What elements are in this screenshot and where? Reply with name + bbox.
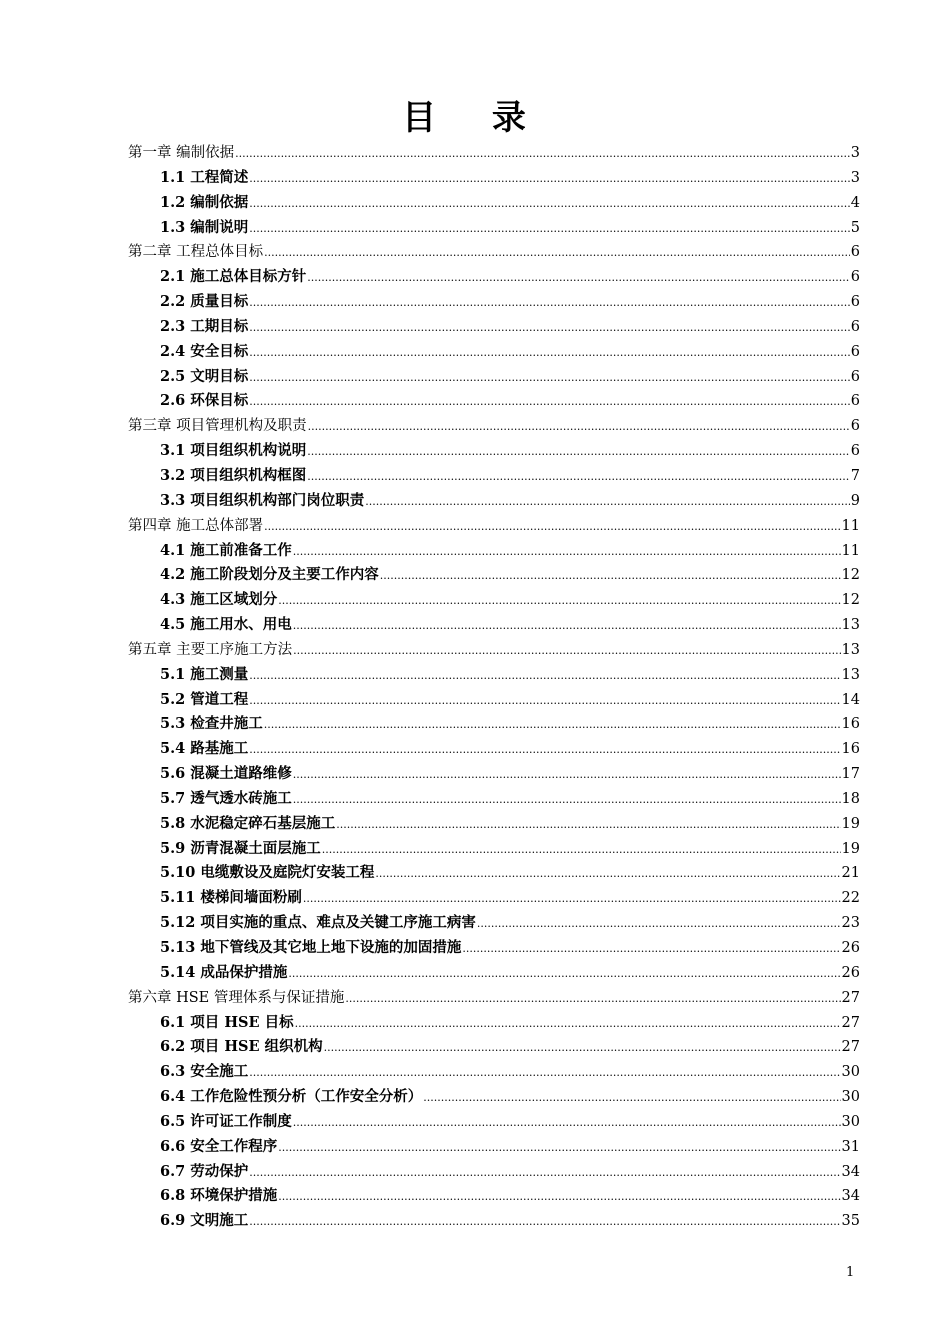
toc-section-link[interactable] (128, 712, 860, 737)
toc-dot-leader (249, 689, 840, 714)
toc-section-link[interactable] (128, 936, 860, 961)
toc-dot-leader (295, 1012, 841, 1037)
toc-section-link[interactable] (128, 539, 860, 564)
toc-dot-leader (249, 1061, 840, 1086)
toc-entry-page: 27 (841, 989, 860, 1006)
toc-section-link[interactable] (128, 861, 860, 886)
toc-chapter-link[interactable] (128, 986, 860, 1011)
toc-section-link[interactable] (128, 1209, 860, 1234)
toc-entry-page: 12 (841, 567, 860, 584)
toc-dot-leader (380, 564, 841, 589)
toc-chapter-link[interactable] (128, 638, 860, 663)
toc-section-link[interactable] (128, 1060, 860, 1085)
toc-dot-leader (324, 1036, 841, 1061)
toc-entry-label: 5.1 施工测量 (160, 665, 249, 683)
toc-entry-page: 31 (841, 1138, 860, 1155)
toc-dot-leader (308, 415, 850, 440)
toc-entry-page: 23 (841, 915, 860, 932)
toc-entry-page: 13 (841, 617, 860, 634)
toc-entry-page: 6 (850, 318, 860, 335)
toc-entry-label: 5.3 检查井施工 (160, 715, 263, 733)
toc-section-link[interactable] (128, 290, 860, 315)
toc-entry-label: 5.10 电缆敷设及庭院灯安装工程 (160, 864, 375, 882)
toc-dot-leader (235, 142, 850, 167)
toc-section-link[interactable] (128, 563, 860, 588)
toc-dot-leader (249, 291, 849, 316)
toc-section-link[interactable] (128, 1184, 860, 1209)
toc-entry-page: 35 (841, 1213, 860, 1230)
toc-entry-page: 30 (841, 1064, 860, 1081)
toc-entry-label: 第五章 主要工序施工方法 (128, 641, 293, 658)
toc-dot-leader (264, 515, 840, 540)
toc-section-link[interactable] (128, 1110, 860, 1135)
toc-dot-leader (293, 614, 841, 639)
toc-chapter-link[interactable] (128, 514, 860, 539)
toc-entry-label: 2.4 安全目标 (160, 342, 249, 360)
toc-entry-label: 6.4 工作危险性预分析（工作安全分析） (160, 1088, 423, 1106)
toc-section-link[interactable] (128, 191, 860, 216)
toc-entry-label: 4.3 施工区域划分 (160, 591, 278, 609)
toc-dot-leader (249, 366, 849, 391)
toc-dot-leader (278, 589, 840, 614)
toc-entry-label: 6.5 许可证工作制度 (160, 1112, 292, 1130)
toc-entry-label: 1.2 编制依据 (160, 193, 249, 211)
toc-section-link[interactable] (128, 911, 860, 936)
toc-entry-page: 7 (850, 467, 860, 484)
toc-section-link[interactable] (128, 663, 860, 688)
toc-section-link[interactable] (128, 265, 860, 290)
toc-chapter-link[interactable] (128, 141, 860, 166)
toc-section-link[interactable] (128, 1160, 860, 1185)
toc-entry-label: 2.6 环保目标 (160, 392, 249, 410)
toc-entry-label: 5.11 楼梯间墙面粉刷 (160, 889, 302, 907)
toc-dot-leader (307, 266, 849, 291)
toc-entry-label: 4.5 施工用水、用电 (160, 616, 292, 634)
toc-entry-page: 6 (850, 294, 860, 311)
toc-dot-leader (249, 167, 849, 192)
toc-entry-label: 5.8 水泥稳定碎石基层施工 (160, 814, 336, 832)
toc-section-link[interactable] (128, 588, 860, 613)
toc-section-link[interactable] (128, 812, 860, 837)
toc-entry-label: 2.1 施工总体目标方针 (160, 268, 307, 286)
toc-entry-page: 6 (850, 443, 860, 460)
toc-entry-label: 3.3 项目组织机构部门岗位职责 (160, 491, 365, 509)
toc-entry-page: 12 (841, 592, 860, 609)
toc-entry-page: 13 (841, 641, 860, 658)
toc-section-link[interactable] (128, 216, 860, 241)
toc-entry-label: 6.1 项目 HSE 目标 (160, 1013, 294, 1031)
toc-entry-page: 13 (841, 666, 860, 683)
toc-section-link[interactable] (128, 613, 860, 638)
toc-chapter-link[interactable] (128, 240, 860, 265)
toc-entry-label: 1.1 工程简述 (160, 168, 249, 186)
toc-section-link[interactable] (128, 688, 860, 713)
toc-entry-label: 5.2 管道工程 (160, 690, 249, 708)
toc-section-link[interactable] (128, 389, 860, 414)
toc-dot-leader (293, 540, 841, 565)
toc-section-link[interactable] (128, 489, 860, 514)
toc-entry-page: 30 (841, 1113, 860, 1130)
toc-section-link[interactable] (128, 464, 860, 489)
toc-dot-leader (322, 838, 841, 863)
toc-section-link[interactable] (128, 787, 860, 812)
toc-entry-label: 6.3 安全施工 (160, 1063, 249, 1081)
toc-dot-leader (249, 192, 849, 217)
toc-entry-label: 1.3 编制说明 (160, 218, 249, 236)
toc-entry-page: 16 (841, 716, 860, 733)
page-title: 目 录 (402, 98, 548, 138)
toc-entry-page: 34 (841, 1188, 860, 1205)
toc-entry-label: 5.9 沥青混凝土面层施工 (160, 839, 321, 857)
toc-entry-page: 4 (850, 194, 860, 211)
toc-entry-page: 3 (850, 169, 860, 186)
toc-entry-page: 17 (841, 766, 860, 783)
toc-entry-page: 16 (841, 741, 860, 758)
toc-dot-leader (293, 639, 840, 664)
toc-entry-label: 第四章 施工总体部署 (128, 517, 264, 534)
toc-dot-leader (375, 862, 840, 887)
toc-entry-label: 2.5 文明目标 (160, 367, 249, 385)
toc-entry-label: 2.2 质量目标 (160, 293, 249, 311)
toc-dot-leader (365, 490, 849, 515)
toc-entry-page: 3 (850, 145, 860, 161)
toc-dot-leader (477, 912, 841, 937)
toc-dot-leader (249, 217, 849, 242)
toc-entry-label: 5.4 路基施工 (160, 740, 249, 758)
toc-entry-label: 4.2 施工阶段划分及主要工作内容 (160, 566, 379, 584)
toc-dot-leader (462, 937, 840, 962)
toc-dot-leader (249, 341, 849, 366)
toc-section-link[interactable] (128, 737, 860, 762)
toc-dot-leader (336, 813, 840, 838)
toc-dot-leader (264, 241, 850, 266)
toc-section-link[interactable] (128, 762, 860, 787)
toc-dot-leader (423, 1086, 840, 1111)
toc-entry-page: 30 (841, 1089, 860, 1106)
toc-dot-leader (293, 788, 841, 813)
toc-section-link[interactable] (128, 1135, 860, 1160)
toc-entry-page: 6 (850, 368, 860, 385)
toc-entry-page: 26 (841, 964, 860, 981)
toc-entry-page: 21 (841, 865, 860, 882)
toc-entry-label: 6.6 安全工作程序 (160, 1137, 278, 1155)
toc-dot-leader (249, 316, 849, 341)
toc-entry-label: 6.2 项目 HSE 组织机构 (160, 1038, 323, 1056)
toc-section-link[interactable] (128, 1035, 860, 1060)
toc-entry-page: 27 (841, 1014, 860, 1031)
toc-entry-page: 11 (841, 517, 860, 534)
toc-entry-label: 第三章 项目管理机构及职责 (128, 418, 307, 435)
toc-entry-label: 5.6 混凝土道路维修 (160, 765, 292, 783)
toc-dot-leader (249, 1210, 840, 1235)
toc-dot-leader (288, 962, 840, 987)
toc-dot-leader (278, 1136, 840, 1161)
toc-dot-leader (278, 1185, 840, 1210)
toc-entry-label: 5.13 地下管线及其它地上地下设施的加固措施 (160, 939, 462, 956)
toc-section-link[interactable] (128, 1085, 860, 1110)
toc-dot-leader (249, 1161, 840, 1186)
toc-entry-page: 22 (841, 890, 860, 907)
toc-section-link[interactable] (128, 166, 860, 191)
toc-entry-label: 5.12 项目实施的重点、难点及关键工序施工病害 (160, 914, 476, 932)
toc-dot-leader (264, 713, 841, 738)
toc-entry-label: 2.3 工期目标 (160, 317, 249, 335)
toc-entry-label: 第六章 HSE 管理体系与保证措施 (128, 989, 345, 1006)
toc-entry-label: 4.1 施工前准备工作 (160, 541, 292, 559)
toc-dot-leader (293, 763, 841, 788)
toc-entry-page: 18 (841, 790, 860, 807)
toc-entry-page: 26 (841, 940, 860, 956)
toc-section-link[interactable] (128, 340, 860, 365)
toc-entry-page: 34 (841, 1163, 860, 1180)
toc-dot-leader (307, 465, 849, 490)
toc-section-link[interactable] (128, 439, 860, 464)
toc-section-link[interactable] (128, 886, 860, 911)
toc-entry-page: 6 (850, 393, 860, 410)
toc-dot-leader (345, 987, 840, 1012)
toc-chapter-link[interactable] (128, 414, 860, 439)
toc-section-link[interactable] (128, 1011, 860, 1036)
toc-dot-leader (303, 887, 841, 912)
toc-dot-leader (249, 738, 840, 763)
toc-entry-page: 6 (850, 418, 860, 435)
toc-entry-label: 第二章 工程总体目标 (128, 244, 264, 261)
table-of-contents (128, 141, 860, 1234)
toc-entry-page: 19 (841, 840, 860, 857)
toc-entry-page: 9 (850, 492, 860, 509)
toc-entry-label: 3.1 项目组织机构说明 (160, 442, 307, 460)
toc-entry-page: 6 (850, 269, 860, 286)
toc-entry-page: 5 (850, 219, 860, 236)
toc-section-link[interactable] (128, 961, 860, 986)
toc-entry-label: 6.7 劳动保护 (160, 1162, 249, 1180)
toc-entry-label: 3.2 项目组织机构框图 (160, 466, 307, 484)
toc-entry-label: 6.8 环境保护措施 (160, 1187, 278, 1205)
toc-entry-page: 19 (841, 815, 860, 832)
toc-dot-leader (249, 390, 849, 415)
toc-section-link[interactable] (128, 837, 860, 862)
toc-entry-page: 27 (841, 1039, 860, 1056)
toc-entry-page: 14 (841, 691, 860, 708)
toc-section-link[interactable] (128, 365, 860, 390)
toc-dot-leader (249, 664, 840, 689)
toc-entry-label: 6.9 文明施工 (160, 1212, 249, 1230)
toc-entry-label: 5.14 成品保护措施 (160, 963, 288, 981)
page-number: 1 (846, 1265, 855, 1280)
toc-entry-page: 6 (850, 343, 860, 360)
toc-entry-label: 5.7 透气透水砖施工 (160, 789, 292, 807)
toc-section-link[interactable] (128, 315, 860, 340)
toc-entry-page: 11 (841, 542, 860, 559)
toc-dot-leader (307, 440, 849, 465)
toc-entry-page: 6 (850, 244, 860, 261)
toc-entry-label: 第一章 编制依据 (128, 145, 235, 161)
toc-dot-leader (293, 1111, 841, 1136)
